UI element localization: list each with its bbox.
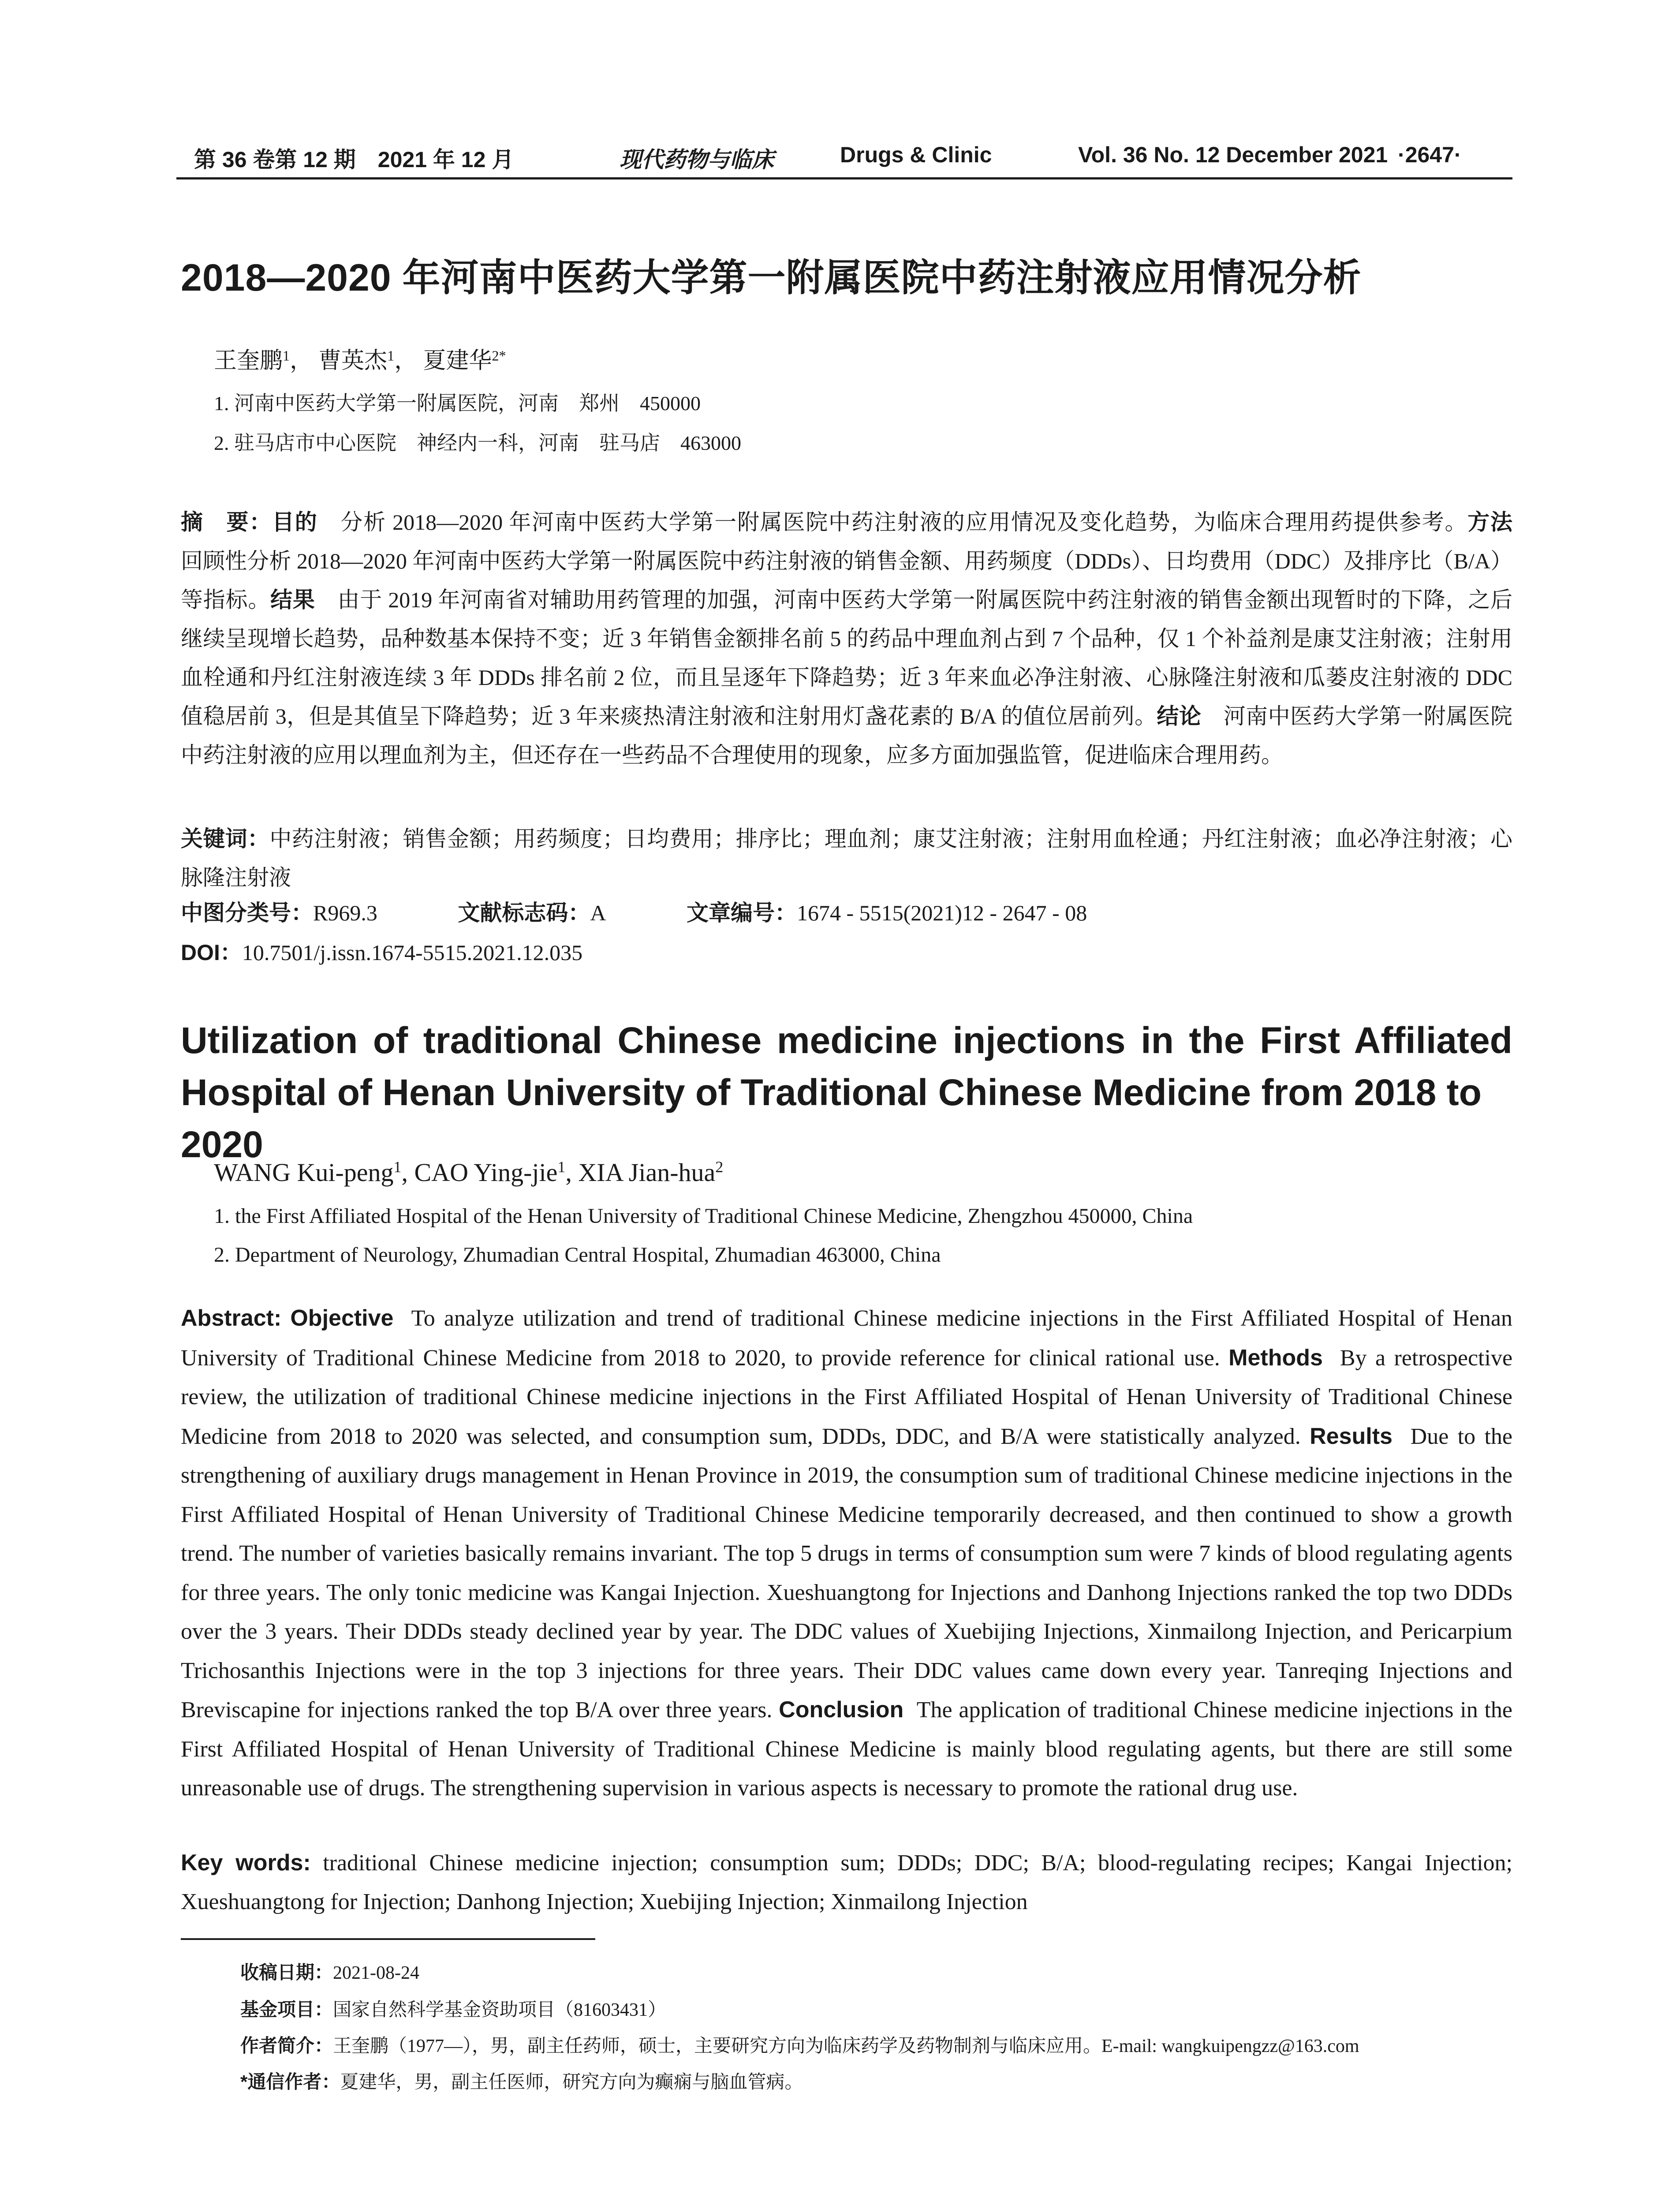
authors-cn: 王奎鹏$^1$， 曹英杰$^1$， 夏建华$^{2*}$ (214, 348, 506, 374)
article-number-value: 1674 - 5515(2021)12 - 2647 - 08 (796, 901, 1087, 925)
doi-line (181, 935, 582, 967)
header-rule (176, 177, 1512, 179)
keywords-cn (181, 819, 1512, 897)
keywords-cn-label: 关键词： (181, 826, 270, 851)
objective-en-label: Objective (290, 1305, 394, 1331)
title-cn: 2018—2020 年河南中医药大学第一附属医院中药注射液应用情况分析 (181, 257, 1362, 299)
affiliation-cn: 1. 河南中医药大学第一附属医院，河南 郑州 450000 (214, 392, 701, 415)
footnote-label: 作者简介： (240, 2035, 333, 2056)
footnote-label: 基金项目： (240, 1999, 333, 2020)
author-cn-sup: 2* (492, 348, 506, 364)
footnote-label: 收稿日期： (240, 1962, 333, 1983)
footnote-rule (181, 1938, 595, 1940)
affiliation-cn: 2. 驻马店市中心医院 神经内一科，河南 驻马店 463000 (214, 432, 741, 454)
footnote-text: 王奎鹏（1977—），男，副主任药师，硕士，主要研究方向为临床药学及药物制剂与临床应用。E-mail: wangkuipengzz@163.com (333, 2036, 1359, 2056)
footnote-received (240, 1958, 419, 1984)
conclusion-en-label: Conclusion (779, 1697, 904, 1723)
results-en-label: Results (1310, 1423, 1393, 1449)
doc-code-label: 文献标志码： (458, 901, 590, 925)
author-cn-name: 王奎鹏 (214, 348, 283, 374)
abstract-en-label: Abstract: (181, 1305, 282, 1331)
results-cn-label: 结果 (270, 587, 315, 612)
keywords-en (181, 1843, 1512, 1921)
footnote-text: 国家自然科学基金资助项目（81603431） (333, 2000, 667, 2020)
title-en-line-1: Utilization of traditional Chinese medicine injections in the First Affiliated (181, 1020, 1512, 1061)
author-cn-sup: 1 (283, 348, 290, 364)
header-volume-en: Vol. 36 No. 12 December 2021 (1078, 142, 1388, 167)
header-page-number: ·2647· (1398, 142, 1462, 167)
authors-en: WANG Kui-peng$^1$, CAO Ying-jie$^1$, XIA Jian-hua$^2$ (214, 1158, 724, 1187)
doc-code-value: A (590, 901, 606, 925)
author-en-name: WANG Kui-peng (214, 1158, 394, 1187)
objective-cn-text: 分析 2018—2020 年河南中医药大学第一附属医院中药注射液的应用情况及变化趋势，为临床合理用药提供参考。 (340, 510, 1468, 534)
objective-en-text: To analyze utilization and trend of traditional Chinese medicine injections in the First Affiliated Hospital of Henan University of Traditional Chinese Medicine from 2018 to 2020, to provide reference for clinical rational use. (181, 1306, 1513, 1371)
methods-cn-label: 方法 (1467, 510, 1513, 534)
clc-label: 中图分类号： (181, 901, 313, 925)
footnote-fund (240, 1995, 666, 2022)
objective-cn-label: 目的 (272, 510, 318, 534)
doi-value: 10.7501/j.issn.1674-5515.2021.12.035 (242, 940, 583, 965)
header-journal-cn: 现代药物与临床 (620, 147, 774, 172)
doi-label: DOI： (181, 940, 242, 965)
title-en (181, 1014, 1512, 1170)
keywords-en-label: Key words: (181, 1850, 311, 1876)
conclusion-cn-text: 河南中医药大学第一附属医院中药注射液的应用以理血剂为主，但还存在一些药品不合理使用的现象，应多方面加强监管，促进临床合理用药。 (181, 704, 1513, 767)
conclusion-en-text: The application of traditional Chinese medicine injections in the First Affiliated Hospital of Henan University of Traditional Chinese Medicine is mainly blood regulating agents, but there are still some unreasonable use of drugs. The strengthening supervision in various aspects is necessary to promote the rational drug use. (181, 1697, 1513, 1801)
methods-en-text: By a retrospective review, the utilization of traditional Chinese medicine injections in the First Affiliated Hospital of Henan University of Traditional Chinese Medicine from 2018 to 2020 was selected, and consumption sum, DDDs, DDC, and B/A were statistically analyzed. (181, 1345, 1513, 1449)
affiliation-en: 1. the First Affiliated Hospital of the Henan University of Traditional Chinese Medicine, Zhengzhou 450000, China (214, 1204, 1193, 1228)
author-en-name: XIA Jian-hua (578, 1158, 716, 1187)
methods-cn-text: 回顾性分析 2018—2020 年河南中医药大学第一附属医院中药注射液的销售金额、用药频度（DDDs）、日均费用（DDC）及排序比（B/A）等指标。 (181, 549, 1512, 612)
footnote-text: 2021-08-24 (333, 1963, 419, 1983)
footnote-text: 夏建华，男，副主任医师，研究方向为癫痫与脑血管病。 (340, 2072, 803, 2093)
article-number-label: 文章编号： (686, 901, 797, 925)
footnote-author-bio (240, 2031, 1359, 2058)
author-en-name: CAO Ying-jie (414, 1158, 558, 1187)
title-en-line-2: Hospital of Henan University of Traditional Chinese Medicine from 2018 to 2020 (181, 1072, 1482, 1165)
clc-value: R969.3 (313, 901, 377, 925)
abstract-cn (181, 503, 1512, 774)
keywords-cn-text: 中药注射液；销售金额；用药频度；日均费用；排序比；理血剂；康艾注射液；注射用血栓通；丹红注射液；血必净注射液；心脉隆注射液 (181, 826, 1513, 890)
conclusion-cn-label: 结论 (1157, 704, 1202, 729)
affiliation-en: 2. Department of Neurology, Zhumadian Central Hospital, Zhumadian 463000, China (214, 1243, 941, 1267)
keywords-en-text: traditional Chinese medicine injection; consumption sum; DDDs; DDC; B/A; blood-regulating recipes; Kangai Injection; Xueshuangtong for Injection; Danhong Injection; Xuebijing Injection; Xinmailong Injection (181, 1850, 1512, 1914)
author-cn-sup: 1 (387, 348, 395, 364)
author-en-sup: 2 (715, 1158, 724, 1176)
author-cn-name: 曹英杰 (318, 348, 388, 374)
header-volume-cn: 第 36 卷第 12 期 2021 年 12 月 (194, 147, 514, 172)
abstract-en (181, 1299, 1512, 1808)
running-header (176, 142, 1504, 177)
author-cn-name: 夏建华 (423, 348, 492, 374)
classification-line (181, 895, 1162, 927)
methods-en-label: Methods (1228, 1345, 1323, 1371)
author-en-sup: 1 (557, 1158, 566, 1176)
results-en-text: Due to the strengthening of auxiliary drugs management in Henan Province in 2019, the consumption sum of traditional Chinese medicine injections in the First Affiliated Hospital of Henan University of Traditional Chinese Medicine temporarily decreased, and then continued to show a growth trend. The number of varieties basically remains invariant. The top 5 drugs in terms of consumption sum were 7 kinds of blood regulating agents for three years. The only tonic medicine was Kangai Injection. Xueshuangtong for Injections and Danhong Injections ranked the top two DDDs over the 3 years. Their DDDs steady declined year by year. The DDC values of Xuebijing Injections, Xinmailong Injection, and Pericarpium Trichosanthis Injections were in the top 3 injections for three years. Their DDC values came down every year. Tanreqing Injections and Breviscapine for injections ranked the top B/A over three years. (181, 1424, 1513, 1723)
footnote-label: *通信作者： (240, 2071, 340, 2092)
abstract-cn-label: 摘 要： (181, 510, 273, 534)
header-journal-en: Drugs & Clinic (840, 142, 992, 167)
author-en-sup: 1 (393, 1158, 402, 1176)
footnote-corresponding (240, 2067, 803, 2094)
results-cn-text: 由于 2019 年河南省对辅助用药管理的加强，河南中医药大学第一附属医院中药注射液的销售金额出现暂时的下降，之后继续呈现增长趋势，品种数基本保持不变；近 3 年销售金额排名前 5 的药品中理血剂占到 7 个品种，仅 1 个补益剂是康艾注射液；注射用血栓通和丹红注射液连续 3 年 DDDs 排名前 2 位，而且呈逐年下降趋势；近 3 年来血必净注射液、心脉隆注射液和瓜蒌皮注射液的 DDC 值稳居前 3，但是其值呈下降趋势；近 3 年来痰热清注射液和注射用灯盏花素的 B/A 的值位居前列。 (181, 587, 1513, 729)
